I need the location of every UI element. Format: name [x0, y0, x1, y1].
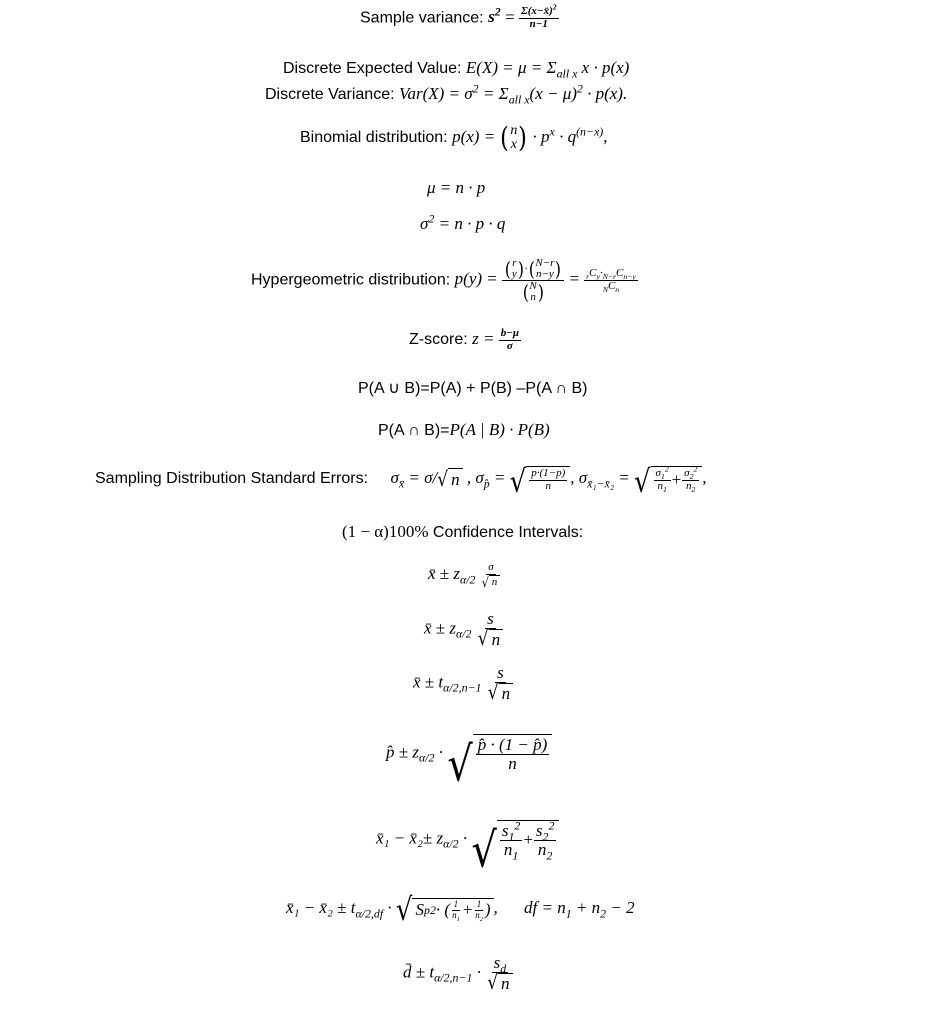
- z-score-label: Z-score:: [409, 330, 468, 348]
- discrete-var-label: Discrete Variance:: [265, 86, 395, 103]
- hypergeometric-expr: p(y) = ( r y ) · ( N−r n−y ) ( N n ) = $\frac{_rC_y\cdot_{N-r}C_{n-y}}{_NC_n}$: [454, 257, 636, 304]
- ci-title: (1 − α)100% Confidence Intervals:: [342, 522, 584, 541]
- z-score-line: [409, 328, 521, 352]
- binomial-expr: p(x) = ( n x ) · $p^x \cdot q^{(n-x)}$,: [452, 121, 608, 154]
- sample-variance-label: Sample variance:: [360, 9, 484, 27]
- hypergeometric-line: [251, 258, 638, 303]
- binomial-variance: $\sigma^2 = n \cdot p \cdot q$: [420, 211, 506, 233]
- hypergeometric-label: Hypergeometric distribution:: [251, 271, 451, 289]
- sample-variance-lhs: $s^2$: [488, 4, 501, 27]
- ci-proportion: p̂ ± $z_{\alpha/2}$ · √ $\frac{p̂ \cdot (1 - p̂)}{n}$: [386, 734, 552, 773]
- z-score-expr: z = $\frac{b-\mu}{\sigma}$: [472, 327, 520, 352]
- sampling-se-line: [95, 464, 707, 501]
- intersection-rule: P(A ∩ B)=P(A | B) · P(B): [378, 420, 550, 439]
- degrees-of-freedom: df = $n_1 + n_2 - 2$: [524, 898, 635, 921]
- ci-diff-means-pooled: x̄₁ − x̄₂ ± $t_{\alpha/2,df}$ · √ S p 2 · ( $\frac{1}{n_1}$ + $\frac{1}{n_2}$ ) , df = $n_1 + n_2 - 2$: [286, 892, 635, 929]
- sampling-se-label: Sampling Distribution Standard Errors:: [95, 469, 369, 487]
- union-rule: P(A ∪ B)=P(A) + P(B) –P(A ∩ B): [358, 380, 588, 397]
- sample-variance-fraction: $\frac{\Sigma(x-x̄)^2}{n-1}$: [520, 2, 557, 30]
- ci-mean-sigma: x̄ ± $z_{\alpha/2}$ σ √ n: [428, 562, 502, 588]
- discrete-ev-label: Discrete Expected Value:: [283, 60, 462, 77]
- binomial-line: [300, 121, 608, 154]
- discrete-ev-expr: $E(X) = \mu = \Sigma_{all x}$ x · p(x): [465, 58, 630, 81]
- binomial-label: Binomial distribution:: [300, 128, 448, 146]
- ci-mean-s: x̄ ± $z_{\alpha/2}$ s √ n: [424, 610, 505, 649]
- binomial-mean: μ = n · p: [427, 178, 486, 197]
- ci-mean-t: x̄ ± $t_{\alpha/2,n-1}$ s √ n: [413, 664, 515, 703]
- ci-diff-means-z: x̄₁ − x̄₂± $z_{\alpha/2}$ · √ $\frac{s_1^2}{n_1}$ + $\frac{s_2^2}{n_2}$: [376, 820, 559, 859]
- discrete-expected-value-line: [283, 58, 629, 79]
- sampling-se-expr: $\sigma_{x̄} = \sigma/$ √ n , $\sigma_{p̂}$ = √ $\frac{p\cdot(1-p)}{n}$ , $\sigma_{x̄_1-x̄_2}$ = √ $\frac{\sigma_1^2}{n_1}$ + $\frac{\sigma_2^2}{n_2}$ ,: [390, 464, 707, 501]
- discrete-variance-line: [265, 81, 628, 107]
- ci-paired-diff: d̄ ± $t_{\alpha/2,n-1}$ · $s_d$ √ n: [403, 954, 515, 993]
- discrete-var-expr: $Var(X) = \sigma^2 = \Sigma_{all x}(x - \mu)^2 \cdot p(x)$.: [398, 81, 628, 107]
- sample-variance-line: Sample variance: $s^2$ = $\frac{\Sigma(x-x̄)^2}{n-1}$: [360, 2, 557, 30]
